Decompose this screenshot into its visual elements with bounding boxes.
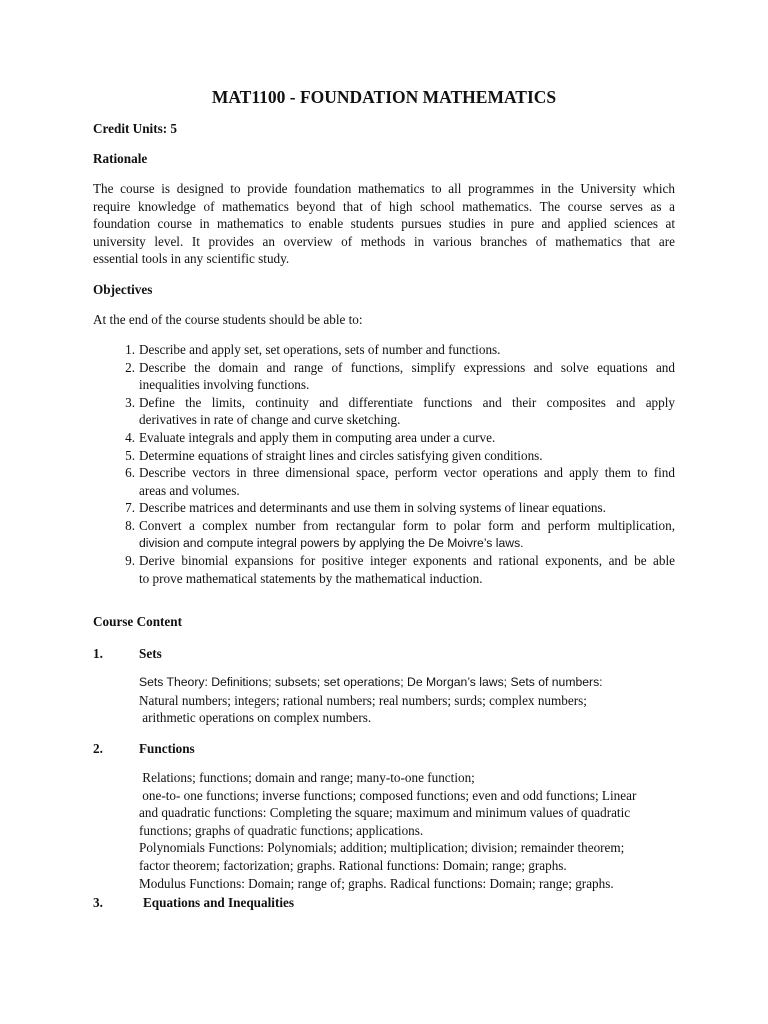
objective-number: 8. (125, 517, 135, 533)
section-line: Relations; functions; domain and range; many-to-one function; (139, 770, 475, 785)
rationale-line: university level. It provides an overview of methods in various branches of mathematics that are (93, 233, 675, 249)
section-title: Sets (139, 646, 162, 661)
objective-item (93, 499, 675, 517)
objective-line: Describe matrices and determinants and use them in solving systems of linear equations. (139, 500, 606, 516)
section-line: Natural numbers; integers; rational numbers; real numbers; surds; complex numbers; (139, 692, 587, 708)
rationale-heading: Rationale (93, 151, 148, 166)
objective-line: Define the limits, continuity and differentiate functions and their composites and apply (139, 394, 675, 410)
objective-line: Convert a complex number from rectangular form to polar form and perform multiplication, (139, 517, 675, 533)
objective-number: 2. (125, 359, 135, 375)
objective-line: division and compute integral powers by applying the De Moivre’s laws. (139, 535, 524, 550)
objectives-intro: At the end of the course students should be able to: (93, 312, 363, 327)
credit-units: Credit Units: 5 (93, 121, 178, 136)
section-number: 1. (93, 646, 103, 661)
section-line: Modulus Functions: Domain; range of; graphs. Radical functions: Domain; range; graphs. (139, 875, 614, 891)
section-line: Polynomials Functions: Polynomials; addition; multiplication; division; remainder theorem; (139, 840, 625, 856)
section-body (139, 674, 603, 727)
objective-line: to prove mathematical statements by the mathematical induction. (139, 570, 483, 586)
section-line: functions; graphs of quadratic functions; applications. (139, 822, 424, 838)
section-line: factor theorem; factorization; graphs. Rational functions: Domain; range; graphs. (139, 857, 567, 873)
rationale-line: The course is designed to provide foundation mathematics to all programmes in the University which (93, 181, 675, 196)
objective-item (93, 359, 675, 394)
objective-line: Derive binomial expansions for positive integer exponents and rational exponents, and be able (139, 553, 675, 569)
rationale-line: require knowledge of mathematics beyond that of high school mathematics. The course serves as a (93, 198, 675, 214)
section-line: Sets Theory: Definitions; subsets; set operations; De Morgan’s laws; Sets of numbers: (139, 675, 603, 689)
objective-line: Describe and apply set, set operations, sets of number and functions. (139, 342, 501, 357)
objective-number: 6. (125, 465, 135, 481)
section-body (139, 769, 636, 892)
objectives-heading: Objectives (93, 282, 153, 297)
page-title: MAT1100 - FOUNDATION MATHEMATICS (211, 87, 557, 107)
objective-item (93, 517, 675, 552)
objective-item (93, 464, 675, 499)
objective-item (93, 429, 675, 447)
objective-item (93, 394, 675, 429)
objective-line: Describe the domain and range of functions, simplify expressions and solve equations and (139, 359, 675, 375)
objective-line: Determine equations of straight lines and circles satisfying given conditions. (139, 447, 543, 463)
objective-line: Describe vectors in three dimensional space, perform vector operations and apply them to find (139, 465, 675, 481)
section-line: one-to- one functions; inverse functions; composed functions; even and odd functions; Linear (139, 787, 637, 803)
objective-number: 9. (125, 553, 135, 569)
course-content-heading: Course Content (93, 614, 183, 629)
objective-item (93, 552, 675, 587)
section-line: and quadratic functions: Completing the square; maximum and minimum values of quadratic (139, 805, 631, 821)
objective-line: derivatives in rate of change and curve sketching. (139, 412, 401, 428)
objective-item (93, 341, 675, 359)
section-number: 3. (93, 895, 103, 910)
objective-line: areas and volumes. (139, 482, 240, 498)
objective-number: 1. (125, 342, 135, 357)
objective-line: inequalities involving functions. (139, 377, 310, 393)
objective-number: 5. (125, 447, 135, 463)
rationale-line: foundation course in mathematics to enable students pursues studies in pure and applied sciences at (93, 216, 675, 232)
objective-item (93, 447, 675, 465)
section-line: arithmetic operations on complex numbers. (139, 710, 372, 726)
objective-number: 4. (125, 429, 135, 445)
objective-number: 7. (125, 500, 135, 516)
section-title: Equations and Inequalities (143, 895, 294, 910)
section-title: Functions (139, 741, 195, 756)
section-number: 2. (93, 741, 103, 756)
objectives-list (93, 341, 675, 587)
objective-number: 3. (125, 394, 135, 410)
rationale-paragraph (93, 180, 675, 268)
rationale-line: essential tools in any scientific study. (93, 251, 290, 267)
objective-line: Evaluate integrals and apply them in computing area under a curve. (139, 429, 496, 445)
